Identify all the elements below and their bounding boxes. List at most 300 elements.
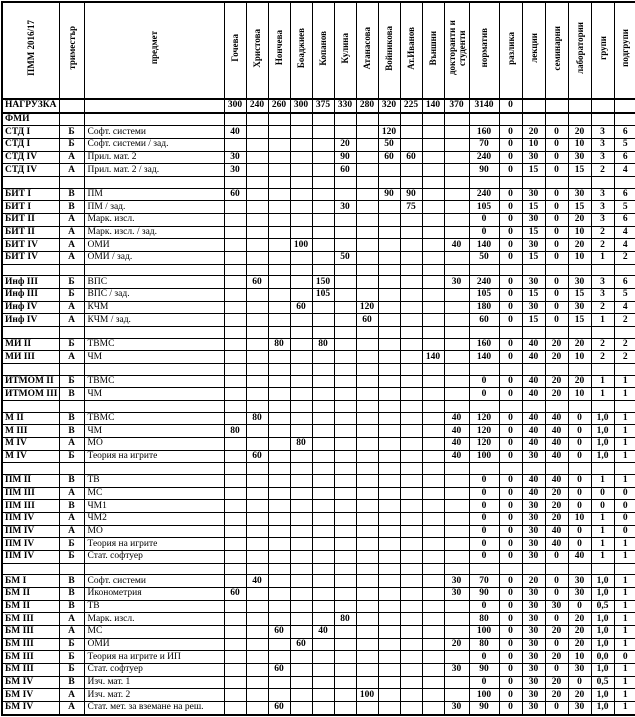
cell-value: 30: [522, 188, 545, 201]
cell-value: [378, 177, 400, 189]
cell-program: М IV: [2, 450, 59, 463]
cell-trimester: [59, 264, 84, 276]
cell-value: [356, 450, 378, 463]
cell-subject: МО: [84, 437, 224, 450]
cell-value: [469, 264, 499, 276]
cell-value: [290, 425, 312, 438]
cell-value: [356, 214, 378, 227]
cell-value: 30: [568, 575, 591, 588]
cell-value: [444, 113, 469, 126]
cell-value: [422, 550, 444, 563]
cell-value: 80: [268, 338, 290, 351]
cell-value: [444, 327, 469, 339]
cell-value: 1: [614, 587, 635, 600]
cell-value: [400, 676, 422, 689]
cell-value: [356, 638, 378, 651]
cell-value: [444, 139, 469, 152]
cell-value: [312, 226, 334, 239]
table-row: [2, 587, 635, 600]
table-row: [2, 375, 635, 388]
cell-value: [246, 600, 268, 613]
cell-trimester: А: [59, 314, 84, 327]
cell-value: [334, 689, 356, 702]
cell-value: [444, 252, 469, 265]
cell-value: 15: [568, 314, 591, 327]
cell-value: [522, 364, 545, 376]
cell-value: [334, 701, 356, 715]
cell-value: 2: [591, 239, 614, 252]
cell-value: [224, 226, 246, 239]
cell-value: [290, 474, 312, 487]
cell-value: 20: [568, 638, 591, 651]
cell-value: [356, 651, 378, 664]
cell-value: [356, 613, 378, 626]
cell-value: [224, 375, 246, 388]
cell-value: 0: [568, 525, 591, 538]
cell-value: [312, 575, 334, 588]
cell-value: [422, 327, 444, 339]
cell-value: [268, 400, 290, 412]
cell-value: 0: [545, 239, 568, 252]
cell-program: СТД IV: [2, 164, 59, 177]
cell-value: [268, 676, 290, 689]
cell-value: 0: [545, 214, 568, 227]
cell-value: [591, 99, 614, 113]
cell-value: [224, 214, 246, 227]
cell-value: 60: [224, 188, 246, 201]
cell-value: 1: [614, 575, 635, 588]
cell-value: 0: [469, 600, 499, 613]
cell-value: [378, 201, 400, 214]
header-teacher-0: [224, 2, 246, 99]
cell-value: [400, 327, 422, 339]
cell-value: [334, 474, 356, 487]
table-row: [2, 425, 635, 438]
cell-value: [290, 550, 312, 563]
cell-value: [268, 327, 290, 339]
cell-value: [312, 550, 334, 563]
cell-value: 1: [614, 600, 635, 613]
cell-value: [378, 327, 400, 339]
cell-value: 0: [499, 252, 522, 265]
cell-value: 1: [591, 474, 614, 487]
cell-value: [444, 463, 469, 475]
spacer-row: [2, 364, 635, 376]
cell-value: [246, 338, 268, 351]
cell-value: [614, 463, 635, 475]
cell-value: 50: [469, 252, 499, 265]
cell-value: [268, 388, 290, 401]
cell-subject: Теория на игрите: [84, 450, 224, 463]
cell-value: [356, 201, 378, 214]
cell-value: 0: [545, 301, 568, 314]
cell-value: [290, 177, 312, 189]
cell-value: [591, 463, 614, 475]
cell-value: 40: [522, 487, 545, 500]
header-metric-14: [545, 2, 568, 99]
cell-value: [378, 512, 400, 525]
cell-value: 120: [356, 301, 378, 314]
cell-value: [444, 500, 469, 513]
cell-value: 0: [545, 226, 568, 239]
cell-value: 0: [469, 676, 499, 689]
cell-value: 4: [614, 164, 635, 177]
cell-value: 140: [469, 239, 499, 252]
table-row: [2, 214, 635, 227]
cell-value: 40: [522, 425, 545, 438]
cell-value: 0: [499, 201, 522, 214]
cell-value: 1: [614, 437, 635, 450]
cell-value: [312, 177, 334, 189]
cell-value: [378, 613, 400, 626]
cell-value: [568, 563, 591, 575]
cell-value: [422, 500, 444, 513]
cell-value: [268, 412, 290, 425]
cell-value: [290, 201, 312, 214]
cell-value: 30: [444, 701, 469, 715]
cell-value: [444, 289, 469, 302]
header-metric-11: [469, 2, 499, 99]
cell-value: [378, 164, 400, 177]
cell-value: 1,0: [591, 412, 614, 425]
cell-program: [2, 563, 59, 575]
cell-value: 40: [224, 126, 246, 139]
cell-value: [290, 689, 312, 702]
header-teacher-8: [400, 2, 422, 99]
cell-value: [312, 587, 334, 600]
cell-value: [246, 375, 268, 388]
cell-value: [268, 289, 290, 302]
cell-value: 0: [545, 126, 568, 139]
cell-value: [312, 327, 334, 339]
cell-value: 0: [469, 525, 499, 538]
cell-value: 40: [522, 388, 545, 401]
header-teacher-4: [312, 2, 334, 99]
cell-value: 20: [568, 625, 591, 638]
cell-value: [312, 525, 334, 538]
cell-value: [290, 151, 312, 164]
cell-subject: Стат. софтуер: [84, 663, 224, 676]
cell-value: [444, 188, 469, 201]
table-row: [2, 487, 635, 500]
cell-trimester: Б: [59, 538, 84, 551]
spacer-row: [2, 177, 635, 189]
table-row: [2, 412, 635, 425]
cell-value: [334, 538, 356, 551]
cell-value: 0: [469, 474, 499, 487]
cell-value: 30: [568, 188, 591, 201]
cell-value: [422, 638, 444, 651]
cell-program: [2, 463, 59, 475]
cell-value: [422, 625, 444, 638]
header-teacher-9: [422, 2, 444, 99]
cell-value: 0: [545, 289, 568, 302]
cell-value: 40: [522, 351, 545, 364]
cell-value: [268, 201, 290, 214]
cell-trimester: В: [59, 500, 84, 513]
cell-value: 0: [499, 388, 522, 401]
cell-value: 30: [444, 587, 469, 600]
cell-value: [378, 625, 400, 638]
cell-value: [568, 113, 591, 126]
cell-value: 15: [568, 201, 591, 214]
cell-value: [268, 613, 290, 626]
cell-value: [246, 651, 268, 664]
cell-trimester: [59, 400, 84, 412]
cell-value: [378, 264, 400, 276]
cell-value: [290, 364, 312, 376]
rotated-header-label: Атанасова: [362, 26, 372, 70]
cell-value: [224, 264, 246, 276]
cell-value: 40: [545, 538, 568, 551]
rotated-header-label: разлика: [505, 31, 516, 65]
table-row: [2, 575, 635, 588]
cell-value: [378, 487, 400, 500]
cell-program: СТД I: [2, 126, 59, 139]
cell-value: 1,0: [591, 638, 614, 651]
cell-value: [422, 689, 444, 702]
cell-value: [469, 327, 499, 339]
cell-value: 280: [356, 99, 378, 113]
cell-trimester: А: [59, 487, 84, 500]
header-row: [2, 2, 635, 99]
cell-program: БМ III: [2, 663, 59, 676]
cell-value: [522, 264, 545, 276]
cell-trimester: А: [59, 625, 84, 638]
cell-value: 20: [545, 500, 568, 513]
cell-value: 1: [614, 689, 635, 702]
cell-value: [545, 99, 568, 113]
cell-value: [268, 151, 290, 164]
cell-value: 40: [522, 437, 545, 450]
cell-value: [378, 463, 400, 475]
cell-program: М IV: [2, 437, 59, 450]
cell-value: 3: [591, 276, 614, 289]
cell-value: 105: [469, 289, 499, 302]
cell-value: [545, 463, 568, 475]
cell-value: [591, 364, 614, 376]
cell-value: [356, 625, 378, 638]
cell-trimester: В: [59, 388, 84, 401]
cell-value: 15: [522, 201, 545, 214]
cell-value: 20: [545, 487, 568, 500]
cell-value: 15: [522, 289, 545, 302]
cell-value: [400, 351, 422, 364]
cell-trimester: Б: [59, 663, 84, 676]
cell-value: 1: [591, 538, 614, 551]
cell-value: 0: [469, 550, 499, 563]
cell-value: [591, 327, 614, 339]
rotated-header-label: Войникова: [384, 25, 394, 71]
cell-value: [378, 289, 400, 302]
cell-value: [334, 487, 356, 500]
cell-value: 0: [469, 226, 499, 239]
cell-value: 0: [499, 239, 522, 252]
cell-value: [334, 450, 356, 463]
cell-value: [400, 425, 422, 438]
cell-value: 60: [224, 587, 246, 600]
cell-value: 0: [499, 651, 522, 664]
cell-value: [224, 450, 246, 463]
cell-value: [422, 214, 444, 227]
cell-value: 3: [591, 201, 614, 214]
cell-value: 40: [568, 550, 591, 563]
cell-value: [312, 301, 334, 314]
cell-value: 0: [499, 625, 522, 638]
cell-value: [356, 487, 378, 500]
cell-value: [268, 364, 290, 376]
cell-value: 30: [522, 239, 545, 252]
cell-value: [422, 276, 444, 289]
cell-value: [268, 600, 290, 613]
cell-value: [246, 563, 268, 575]
cell-value: 60: [246, 450, 268, 463]
cell-value: 0: [469, 538, 499, 551]
cell-value: [356, 425, 378, 438]
cell-value: 1,0: [591, 625, 614, 638]
cell-value: [334, 327, 356, 339]
cell-value: 20: [522, 126, 545, 139]
cell-value: [444, 126, 469, 139]
cell-value: [422, 177, 444, 189]
cell-value: 0: [545, 151, 568, 164]
rotated-header-label: лаборатории: [574, 22, 585, 74]
cell-value: 30: [224, 151, 246, 164]
cell-value: [422, 575, 444, 588]
cell-value: [444, 487, 469, 500]
cell-value: [224, 252, 246, 265]
cell-value: [400, 364, 422, 376]
cell-value: 100: [469, 450, 499, 463]
cell-value: 30: [522, 613, 545, 626]
cell-subject: Софт. системи: [84, 575, 224, 588]
cell-value: [290, 575, 312, 588]
cell-value: 40: [444, 239, 469, 252]
cell-value: [312, 412, 334, 425]
cell-value: [356, 512, 378, 525]
cell-trimester: А: [59, 701, 84, 715]
cell-value: [246, 327, 268, 339]
cell-value: [246, 239, 268, 252]
cell-value: 30: [568, 301, 591, 314]
cell-value: [246, 525, 268, 538]
cell-value: 0: [545, 613, 568, 626]
cell-program: ФМИ: [2, 113, 59, 126]
cell-subject: Стат. мет. за вземане на реш.: [84, 701, 224, 715]
cell-value: 20: [568, 689, 591, 702]
cell-program: СТД I: [2, 139, 59, 152]
cell-value: [522, 327, 545, 339]
cell-value: 0: [499, 301, 522, 314]
cell-value: [444, 351, 469, 364]
cell-value: 10: [568, 139, 591, 152]
rotated-header-label: подгрупи: [620, 29, 631, 67]
cell-value: [246, 487, 268, 500]
cell-value: [312, 425, 334, 438]
cell-subject: Прил. мат. 2 / зад.: [84, 164, 224, 177]
cell-value: [422, 338, 444, 351]
cell-value: 300: [224, 99, 246, 113]
cell-value: [499, 327, 522, 339]
cell-value: [400, 587, 422, 600]
cell-value: 70: [469, 139, 499, 152]
cell-value: [246, 437, 268, 450]
cell-value: [290, 676, 312, 689]
cell-value: [378, 314, 400, 327]
cell-value: [422, 701, 444, 715]
cell-value: [422, 487, 444, 500]
cell-value: 0: [499, 226, 522, 239]
cell-subject: Марк. изсл.: [84, 214, 224, 227]
cell-value: [268, 226, 290, 239]
cell-value: [422, 364, 444, 376]
cell-value: 0: [545, 276, 568, 289]
cell-value: [334, 425, 356, 438]
cell-value: 0: [499, 425, 522, 438]
cell-value: [400, 651, 422, 664]
cell-value: 2: [591, 301, 614, 314]
cell-value: 0: [499, 139, 522, 152]
cell-value: 40: [312, 625, 334, 638]
cell-value: [312, 252, 334, 265]
cell-value: [268, 239, 290, 252]
cell-value: [378, 525, 400, 538]
cell-value: [246, 701, 268, 715]
cell-value: 0: [499, 487, 522, 500]
cell-value: [334, 239, 356, 252]
cell-value: [422, 474, 444, 487]
header-doctoral-students-10: [444, 2, 469, 99]
cell-value: 1: [614, 450, 635, 463]
cell-value: 120: [469, 412, 499, 425]
cell-subject: Марк. изсл.: [84, 613, 224, 626]
cell-value: 30: [522, 301, 545, 314]
table-row: [2, 201, 635, 214]
cell-value: [224, 525, 246, 538]
cell-value: 5: [614, 289, 635, 302]
spacer-row: [2, 563, 635, 575]
cell-program: БМ II: [2, 587, 59, 600]
table-row: [2, 474, 635, 487]
cell-value: [444, 512, 469, 525]
cell-value: [378, 500, 400, 513]
cell-value: [591, 177, 614, 189]
cell-value: [334, 400, 356, 412]
cell-value: [356, 364, 378, 376]
cell-value: 80: [224, 425, 246, 438]
cell-value: [444, 625, 469, 638]
cell-value: 0: [499, 638, 522, 651]
cell-value: [378, 575, 400, 588]
cell-subject: ОМИ: [84, 638, 224, 651]
cell-value: [422, 239, 444, 252]
cell-value: [290, 252, 312, 265]
cell-value: 0: [591, 487, 614, 500]
cell-trimester: Б: [59, 450, 84, 463]
rotated-header-label: лекции: [528, 33, 539, 63]
cell-value: [312, 388, 334, 401]
cell-value: 0: [469, 500, 499, 513]
cell-value: [334, 364, 356, 376]
cell-value: [290, 701, 312, 715]
cell-value: [268, 301, 290, 314]
cell-value: [378, 226, 400, 239]
cell-value: [400, 164, 422, 177]
cell-value: [400, 400, 422, 412]
cell-value: 0: [499, 99, 522, 113]
cell-value: 60: [246, 276, 268, 289]
cell-trimester: В: [59, 587, 84, 600]
